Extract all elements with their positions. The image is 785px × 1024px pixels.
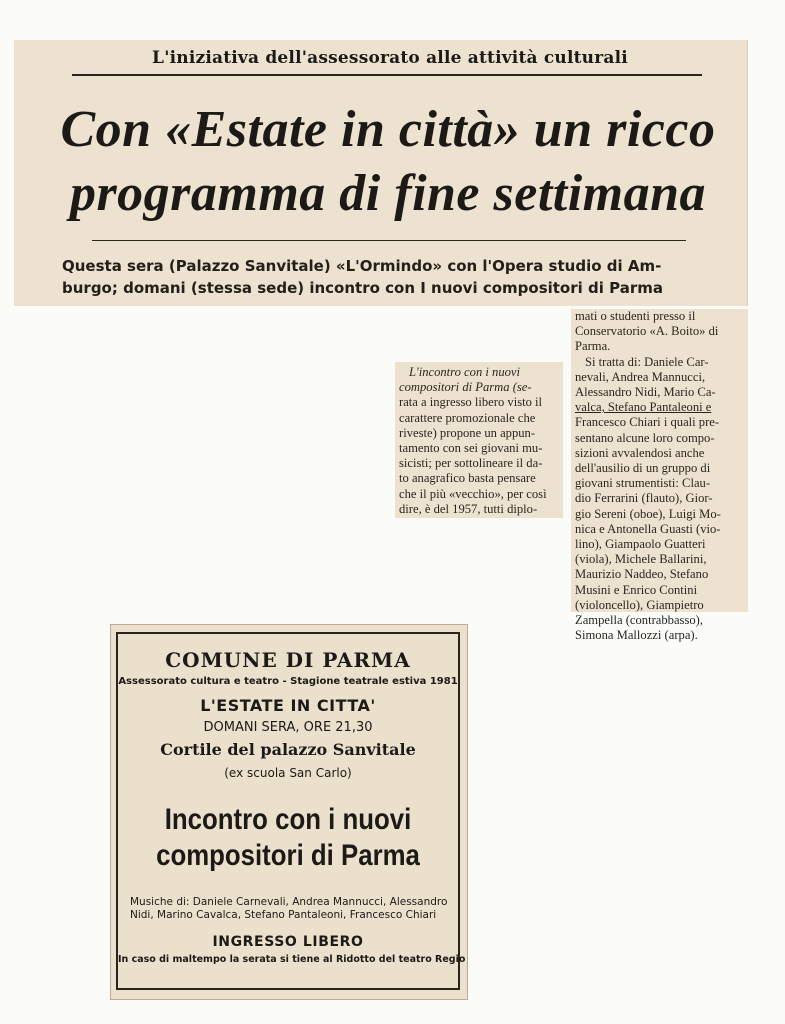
article-headline <box>28 98 748 226</box>
column-line: gio Sereni (oboe), Luigi Mo- <box>575 506 721 521</box>
column-line: Alessandro Nidi, Mario Ca- <box>575 385 716 400</box>
column-line: (violoncello), Giampietro <box>575 597 704 612</box>
column-line: nica e Antonella Guasti (vio- <box>575 521 721 536</box>
ad-venue: Cortile del palazzo Sanvitale <box>160 740 416 759</box>
column-line: giovani strumentisti: Clau- <box>575 476 711 491</box>
ad-admission: INGRESSO LIBERO <box>212 934 364 950</box>
advertisement-box <box>116 632 466 990</box>
ad-music-line: Musiche di: Daniele Carnevali, Andrea Mannucci, Alessandro <box>130 896 448 908</box>
column-line: (viola), Michele Ballarini, <box>575 552 707 567</box>
article-column-left <box>395 362 563 518</box>
subhead-line: Questa sera (Palazzo Sanvitale) «L'Ormindo» con l'Opera studio di Am- <box>62 257 662 275</box>
column-line: riveste) propone un appun- <box>399 425 536 440</box>
column-line: Musini e Enrico Contini <box>575 582 698 597</box>
column-line: compositori di Parma (se- <box>399 380 532 395</box>
column-line: to anagrafico basta pensare <box>399 471 536 486</box>
article-kicker: L'iniziativa dell'assessorato alle attività culturali <box>152 48 628 68</box>
headline-rule <box>92 240 686 241</box>
kicker-rule <box>72 74 702 76</box>
column-line: che il più «vecchio», per così <box>399 486 547 501</box>
headline-line: Con «Estate in città» un ricco <box>60 101 716 158</box>
column-line: dire, è del 1957, tutti diplo- <box>399 501 538 516</box>
column-line: lino), Giampaolo Guatteri <box>575 537 706 552</box>
column-line: Parma. <box>575 339 611 354</box>
ad-music-line: Nidi, Marino Cavalca, Stefano Pantaleoni, Francesco Chiari <box>130 909 437 921</box>
ad-weather-note: In caso di maltempo la serata si tiene al Ridotto del teatro Regio <box>118 954 466 965</box>
column-line: Maurizio Naddeo, Stefano <box>575 567 709 582</box>
ad-series: L'ESTATE IN CITTA' <box>200 696 376 715</box>
column-line: carattere promozionale che <box>399 410 536 425</box>
column-line: Conservatorio «A. Boito» di <box>575 324 719 339</box>
ad-when: DOMANI SERA, ORE 21,30 <box>203 720 373 735</box>
ad-event-line: compositori di Parma <box>156 839 420 872</box>
column-line: Simona Mallozzi (arpa). <box>575 628 698 643</box>
column-line: sizioni avvalendosi anche <box>575 445 705 460</box>
article-column-right <box>571 309 748 643</box>
ad-event-line: Incontro con i nuovi <box>164 803 412 836</box>
headline-line: programma di fine settimana <box>69 165 707 222</box>
column-line: mati o studenti presso il <box>575 309 696 323</box>
column-line: sentano alcune loro compo- <box>575 430 715 445</box>
ad-issuer: COMUNE DI PARMA <box>165 648 411 672</box>
column-line: dell'ausilio di un gruppo di <box>575 461 711 476</box>
column-line: Zampella (contrabbasso), <box>575 613 703 628</box>
column-line: L'incontro con i nuovi <box>409 365 521 379</box>
column-line: Francesco Chiari i quali pre- <box>575 415 720 430</box>
ad-venue-note: (ex scuola San Carlo) <box>224 766 352 780</box>
ad-music-credits <box>130 896 454 922</box>
article-subhead <box>62 255 732 299</box>
column-line: dio Ferrarini (flauto), Gior- <box>575 491 713 506</box>
ad-event-title <box>142 802 434 874</box>
column-line: nevali, Andrea Mannucci, <box>575 369 706 384</box>
column-line: Si tratta di: Daniele Car- <box>585 354 709 369</box>
ad-department: Assessorato cultura e teatro - Stagione teatrale estiva 1981 <box>118 676 458 687</box>
column-line: valca, Stefano Pantaleoni e <box>575 400 712 415</box>
column-line: rata a ingresso libero visto il <box>399 395 543 410</box>
subhead-line: burgo; domani (stessa sede) incontro con I nuovi compositori di Parma <box>62 279 663 297</box>
column-line: sicisti; per sottolineare il da- <box>399 456 543 471</box>
column-line: tamento con sei giovani mu- <box>399 441 543 456</box>
